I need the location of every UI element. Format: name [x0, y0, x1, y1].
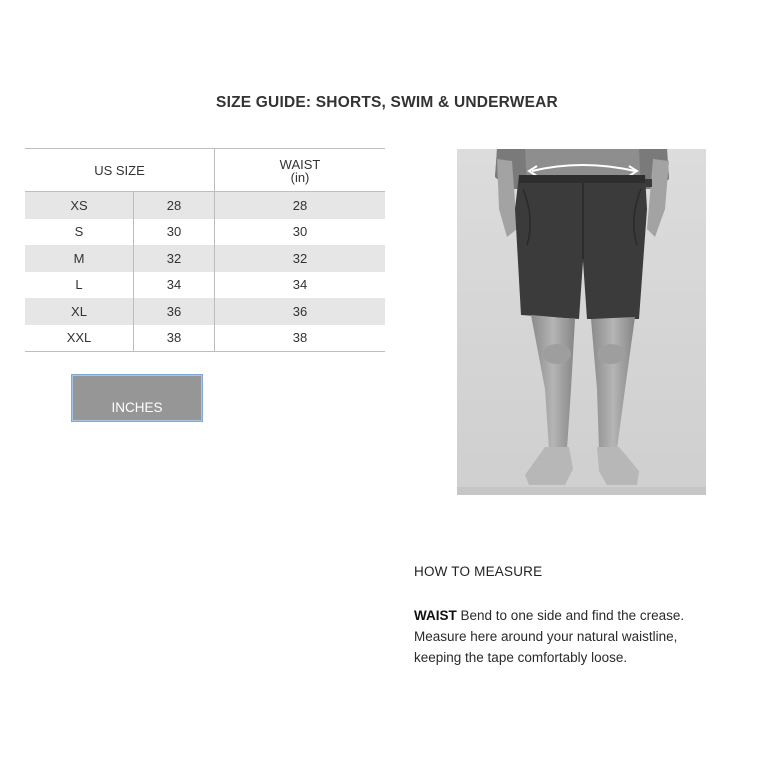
waist-instruction: Bend to one side and find the crease.: [460, 608, 685, 623]
how-to-measure-text: [414, 605, 744, 668]
table-row: [25, 272, 385, 299]
cell-waist: 38: [215, 325, 386, 352]
shorts-model-illustration: [457, 149, 706, 495]
cell-size: XS: [25, 192, 134, 219]
cell-us: 32: [134, 245, 215, 272]
cell-size: M: [25, 245, 134, 272]
inches-unit-button[interactable]: INCHES: [71, 374, 203, 422]
cell-waist: 32: [215, 245, 386, 272]
waist-label: WAIST: [414, 608, 457, 623]
size-table: [25, 148, 385, 352]
page-title: SIZE GUIDE: SHORTS, SWIM & UNDERWEAR: [216, 94, 558, 111]
waist-instruction-line3: keeping the tape comfortably loose.: [414, 650, 628, 665]
table-row: [25, 298, 385, 325]
cell-us: 36: [134, 298, 215, 325]
table-header: [25, 149, 385, 192]
cell-us: 30: [134, 219, 215, 246]
how-to-measure-title: HOW TO MEASURE: [414, 564, 543, 579]
cell-us: 38: [134, 325, 215, 352]
table-row: [25, 192, 385, 219]
header-waist: [215, 149, 386, 192]
header-us-size: US SIZE: [25, 149, 215, 192]
cell-size: XXL: [25, 325, 134, 352]
waist-instruction-line2: Measure here around your natural waistline,: [414, 629, 678, 644]
cell-size: S: [25, 219, 134, 246]
table-row: [25, 325, 385, 352]
table-row: [25, 219, 385, 246]
cell-us: 28: [134, 192, 215, 219]
header-waist-unit: (in): [290, 170, 310, 185]
table-row: [25, 245, 385, 272]
shorts-model-photo: [457, 149, 706, 495]
cell-us: 34: [134, 272, 215, 299]
cell-size: XL: [25, 298, 134, 325]
cell-waist: 28: [215, 192, 386, 219]
cell-waist: 34: [292, 277, 308, 293]
cell-waist: 30: [292, 224, 308, 240]
header-waist-label: WAIST: [279, 157, 321, 172]
cell-waist: 36: [215, 298, 386, 325]
cell-size: L: [25, 272, 134, 299]
